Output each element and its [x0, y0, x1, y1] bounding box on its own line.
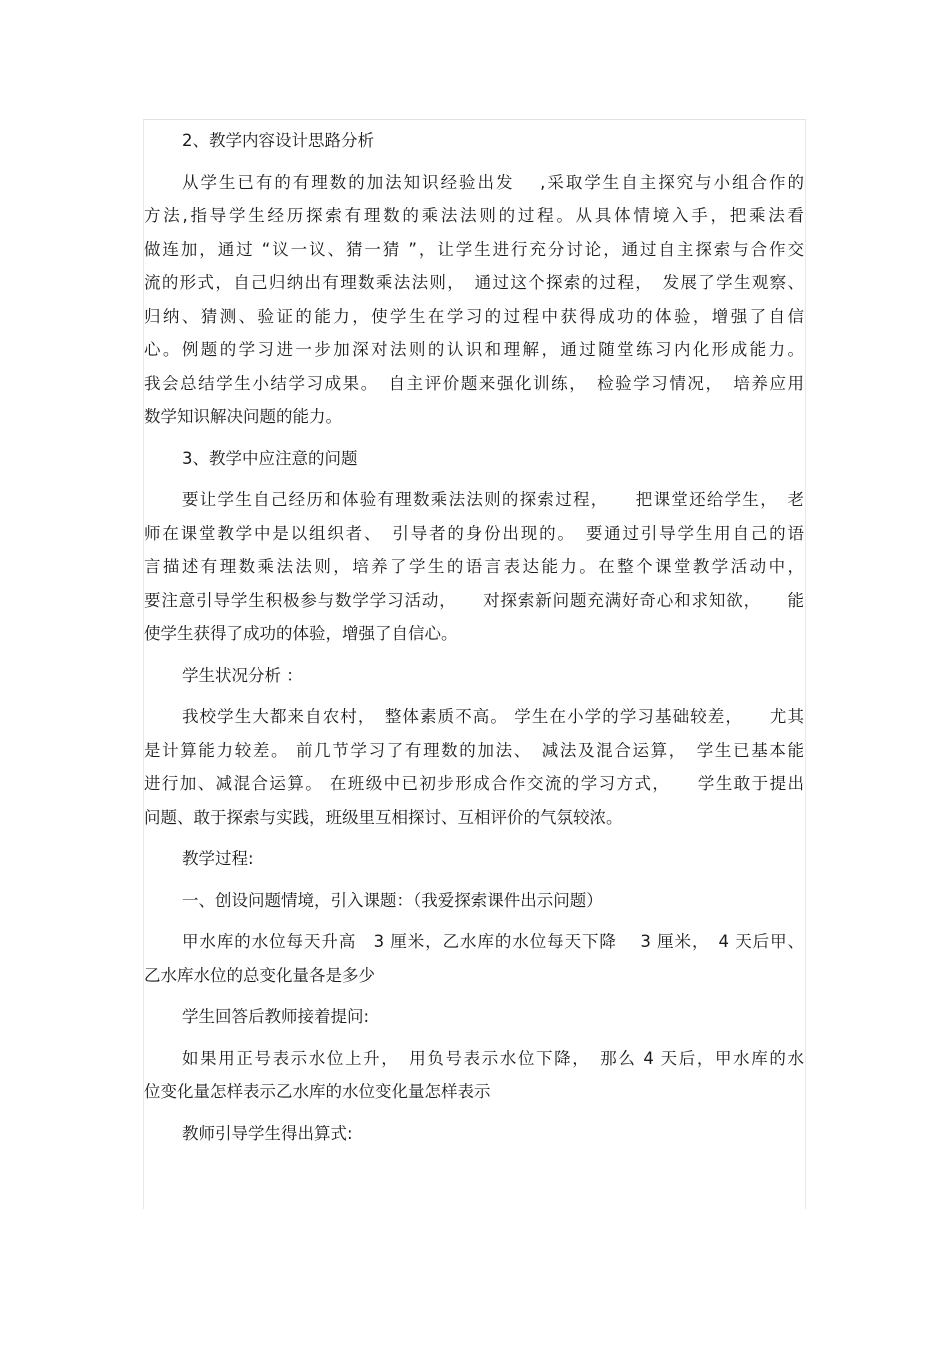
paragraph-teaching-notes — [144, 483, 804, 651]
text-line: 数学知识解决问题的能力。 — [144, 407, 342, 426]
text-line: 心。例题的学习进一步加深对法则的认识和理解，通过随堂练习内化形成能力。 — [144, 340, 804, 359]
text-line: 甲水库的水位每天升高 3 厘米，乙水库的水位每天下降 3 厘米， 4 天后甲、 — [182, 932, 804, 951]
text-line: 言描述有理数乘法法则，培养了学生的语言表达能力。在整个课堂教学活动中， — [144, 557, 804, 576]
text-line: 进行加、减混合运算。 在班级中已初步形成合作交流的学习方式， 学生敢于提出 — [144, 774, 804, 793]
text-line: 使学生获得了成功的体验，增强了自信心。 — [144, 624, 458, 643]
text-line: 如果用正号表示水位上升， 用负号表示水位下降， 那么 4 天后，甲水库的水 — [182, 1048, 804, 1068]
text-line: 师在课堂教学中是以组织者、 引导者的身份出现的。 要通过引导学生用自己的语 — [144, 523, 804, 543]
section-heading-design-analysis: 2、教学内容设计思路分析 — [182, 131, 374, 150]
text-line: 流的形式，自己归纳出有理数乘法法则， 通过这个探索的过程， 发展了学生观察、 — [144, 273, 804, 292]
text-line: 从学生已有的有理数的加法知识经验出发 ,采取学生自主探究与小组合作的 — [182, 172, 804, 192]
text-line: 是计算能力较差。 前几节学习了有理数的加法、 减法及混合运算， 学生已基本能 — [144, 740, 804, 760]
section-heading-teaching-notes: 3、教学中应注意的问题 — [182, 448, 358, 468]
paragraph-teacher-question — [144, 1042, 804, 1109]
text-line: 归纳、猜测、验证的能力，使学生在学习的过程中获得成功的体验，增强了自信 — [144, 306, 804, 326]
text-line: 位变化量怎样表示乙水库的水位变化量怎样表示 — [144, 1082, 491, 1101]
text-line: 我校学生大都来自农村， 整体素质不高。 学生在小学的学习基础较差， 尤其 — [182, 707, 804, 726]
text-line: 要注意引导学生积极参与数学学习活动， 对探索新问题充满好奇心和求知欲， 能 — [144, 590, 804, 610]
section-heading-teaching-process: 教学过程: — [182, 849, 254, 868]
section-heading-problem-situation: 一、创设问题情境，引入课题：（我爱探索课件出示问题） — [182, 890, 603, 910]
text-line: 要让学生自己经历和体验有理数乘法法则的探索过程， 把课堂还给学生， 老 — [182, 490, 804, 509]
paragraph-student-analysis — [144, 700, 804, 834]
section-heading-teacher-question: 学生回答后教师接着提问: — [182, 1007, 370, 1026]
text-line: 问题、敢于探索与实践，班级里互相探讨、互相评价的气氛较浓。 — [144, 807, 623, 827]
text-line: 方法,指导学生经历探索有理数的乘法法则的过程。从具体情境入手，把乘法看 — [144, 206, 804, 225]
section-heading-derive-formula: 教师引导学生得出算式: — [182, 1123, 353, 1143]
document-body — [144, 124, 804, 1158]
paragraph-problem-situation — [144, 925, 804, 992]
text-line: 乙水库水位的总变化量各是多少 — [144, 965, 375, 985]
text-line: 我会总结学生小结学习成果。 自主评价题来强化训练， 检验学习情况， 培养应用 — [144, 373, 804, 393]
section-heading-student-analysis: 学生状况分析 ： — [182, 665, 303, 685]
text-line: 做连加，通过 “议一议、猜一猜 ”，让学生进行充分讨论，通过自主探索与合作交 — [144, 239, 804, 259]
paragraph-design-analysis — [144, 166, 804, 434]
